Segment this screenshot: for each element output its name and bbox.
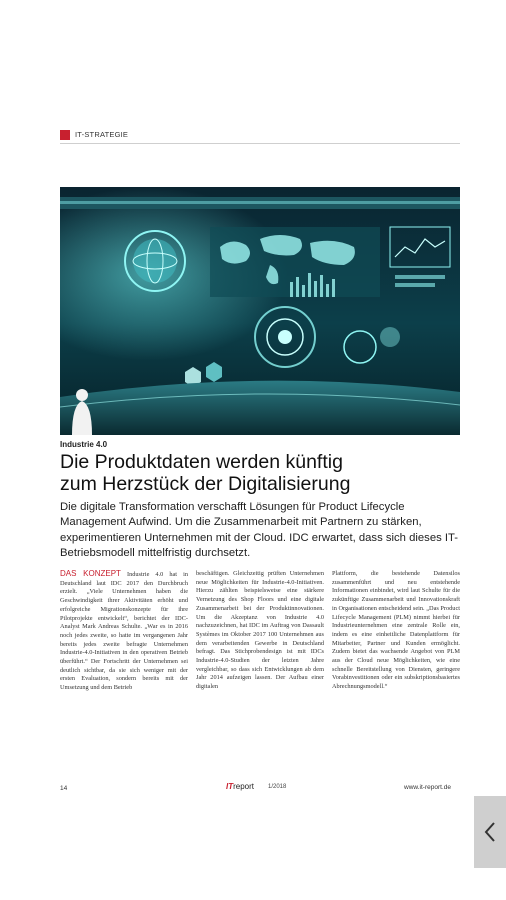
image-caption-kicker: Industrie 4.0 [60,440,108,449]
body-column-3: Plattform, die bestehende Datensilos zusammenführt und neu entstehende Informationen einbindet, wird laut Schulte für die zukünftige Zusammenarbeit und Innovationskraft in Organisationen entscheidend sein. „Das Product Lifecycle Management (PLM) nimmt hierbei für Industrieunternehmen eine zentrale Rolle ein, indem es eine einheitliche Datenplattform für Mitarbeiter, Partner und Kunden ermöglicht. Zudem bietet das wachsende Angebot von PLM aus der Cloud neue Möglichkeiten, wie eine schnelle Bereitstellung von Diensten, geringere Vorabinvestitionen oder ein subskriptionsbasiertes Abrechnungsmodell.“ [332,570,460,691]
body-column-2: beschäftigen. Gleichzeitig prüften Unternehmen neue Möglichkeiten für Industrie-4.0-Initiativen. Hierzu zählten beispielsweise eine stärkere Vernetzung des Shop Floors und eine digitale Zusammenarbeit bei der Produktinnovationen. Um die Akzeptanz von Industrie 4.0 nachzuzeichnen, hat IDC im Auftrag von Dassault Systèmes im Oktober 2017 100 Unternehmen aus dem verarbeitenden Gewerbe in Deutschland befragt. Das Stichprobendesign ist mit IDCs Industrie-4.0-Studien der letzten Jahre vergleichbar, so dass sich Entwicklungen ab dem Jahr 2014 aufzeigen lassen. Der Aufbau einer digitalen [196,570,324,691]
headline-line-1: Die Produktdaten werden künftig [60,451,343,473]
logo-report: report [233,782,255,791]
previous-page-button[interactable] [474,796,506,868]
concept-label: DAS KONZEPT [60,569,121,578]
page-number: 14 [60,785,68,792]
headline-line-2: zum Herzstück der Digitalisierung [60,473,351,495]
article-headline [60,451,480,495]
article-lead: Die digitale Transformation verschafft Lösungen für Product Lifecycle Management Aufwind. Um die Zusammenarbeit mit Partnern zu stärken, experimentieren Unternehmen mit der Cloud. IDC erwartet, dass sich dieses IT-Betriebsmodell mittelfristig durchsetzt. [60,501,459,559]
section-label: IT-STRATEGIE [75,130,129,139]
hero-image [60,187,460,435]
section-color-marker [60,130,70,140]
logo-it: IT [226,782,234,791]
chevron-left-icon [483,821,497,843]
body-column-1 [60,570,188,693]
magazine-url[interactable]: www.it-report.de [404,784,451,791]
magazine-logo [226,782,254,791]
section-header [60,129,460,144]
body-column-1-text: Industrie 4.0 hat in Deutschland laut IDC 2017 den Durchbruch erzielt. „Viele Unternehmen haben die Geschwindigkeit ihrer Aktivitäten erhöht und erfolgreiche Migrationskonzepte für ihre Pilotprojekte entwickelt“, berichtet der IDC-Analyst Mark Andreas Schulte. „War es in 2016 noch jedes zweite, so hatte im vergangenen Jahr bereits jedes zweite befragte Unternehmen Industrie-4.0-Initiativen in den operativen Betrieb überführt.“ Der Fortschritt der Unternehmen sei deutlich sichtbar, da sie sich weniger mit der ersten Evaluation, sondern bereits mit der Umsetzung und dem Betrieb [60,571,189,692]
article-body [60,570,460,770]
issue-number: 1/2018 [268,784,287,790]
